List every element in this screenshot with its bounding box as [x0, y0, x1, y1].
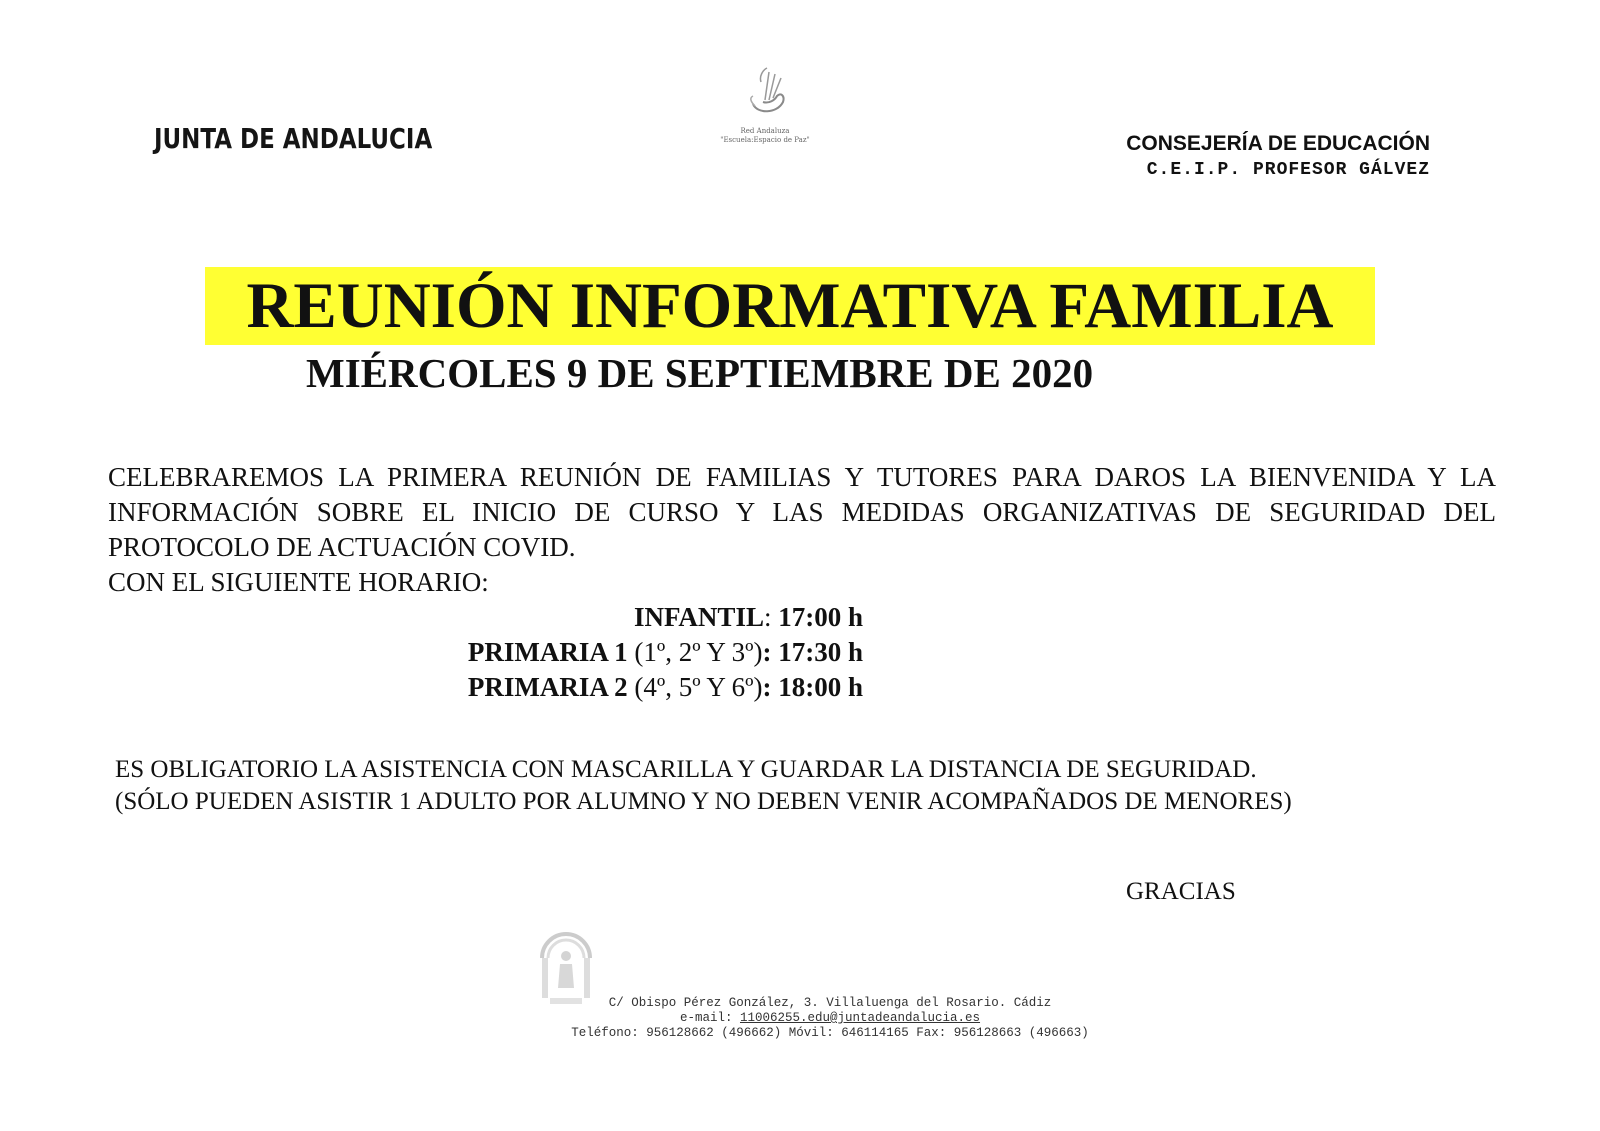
footer-address: C/ Obispo Pérez González, 3. Villaluenga del Rosario. Cádiz: [608, 996, 1052, 1010]
body-text: [108, 460, 1496, 600]
page-title: REUNIÓN INFORMATIVA FAMILIA: [246, 270, 1334, 342]
schedule-detail: (1º, 2º Y 3º): [627, 637, 763, 667]
schedule-time: 17:00 h: [778, 602, 863, 632]
red-andaluza-logo: [700, 62, 830, 152]
schedule-detail: (4º, 5º Y 6º): [627, 672, 763, 702]
schedule-group: PRIMARIA 1: [467, 637, 628, 667]
logo-caption-line2: "Escuela:Espacio de Paz": [720, 136, 810, 144]
meeting-date: MIÉRCOLES 9 DE SEPTIEMBRE DE 2020: [306, 350, 1094, 396]
dove-hand-icon: [735, 62, 795, 122]
junta-de-andalucia-heading: JUNTA DE ANDALUCIA: [154, 122, 433, 155]
footer-email-line: [420, 1011, 1240, 1026]
closing-text: GRACIAS: [1126, 878, 1236, 905]
footer-email-link[interactable]: 11006255.edu@juntadeandalucia.es: [739, 1011, 981, 1025]
footer: [420, 996, 1240, 1041]
schedule-time: 18:00 h: [778, 672, 863, 702]
note-attendance: (SÓLO PUEDEN ASISTIR 1 ADULTO POR ALUMNO Y NO DEBEN VENIR ACOMPAÑADOS DE MENORES): [115, 788, 1292, 815]
logo-caption-line1: Red Andaluza: [740, 127, 790, 135]
junta-emblem-icon: [536, 918, 596, 1006]
footer-email-label: e-mail:: [679, 1011, 740, 1025]
schedule-row-primaria-1: PRIMARIA 1 (1º, 2º Y 3º): 17:30 h: [467, 637, 863, 667]
schedule-group: PRIMARIA 2: [467, 672, 628, 702]
school-name: C.E.I.P. PROFESOR GÁLVEZ: [1146, 160, 1430, 180]
schedule: [0, 600, 863, 710]
intro-paragraph: CELEBRAREMOS LA PRIMERA REUNIÓN DE FAMILIAS Y TUTORES PARA DAROS LA BIENVENIDA Y LA INFORMACIÓN SOBRE EL INICIO DE CURSO Y LAS MEDIDAS ORGANIZATIVAS DE SEGURIDAD DEL PROTOCOLO DE ACTUACIÓN COVID.: [108, 462, 1496, 562]
schedule-time: 17:30 h: [778, 637, 863, 667]
consejeria-heading: CONSEJERÍA DE EDUCACIÓN: [1126, 132, 1430, 155]
note-mask: ES OBLIGATORIO LA ASISTENCIA CON MASCARILLA Y GUARDAR LA DISTANCIA DE SEGURIDAD.: [115, 756, 1257, 783]
schedule-group: INFANTIL: [633, 602, 764, 632]
schedule-row-infantil: INFANTIL: 17:00 h: [633, 602, 863, 632]
footer-phones: Teléfono: 956128662 (496662) Móvil: 646114165 Fax: 956128663 (496663): [571, 1026, 1089, 1040]
schedule-intro: CON EL SIGUIENTE HORARIO:: [108, 567, 489, 597]
schedule-row-primaria-2: PRIMARIA 2 (4º, 5º Y 6º): 18:00 h: [467, 672, 863, 702]
notes: [115, 754, 1292, 818]
